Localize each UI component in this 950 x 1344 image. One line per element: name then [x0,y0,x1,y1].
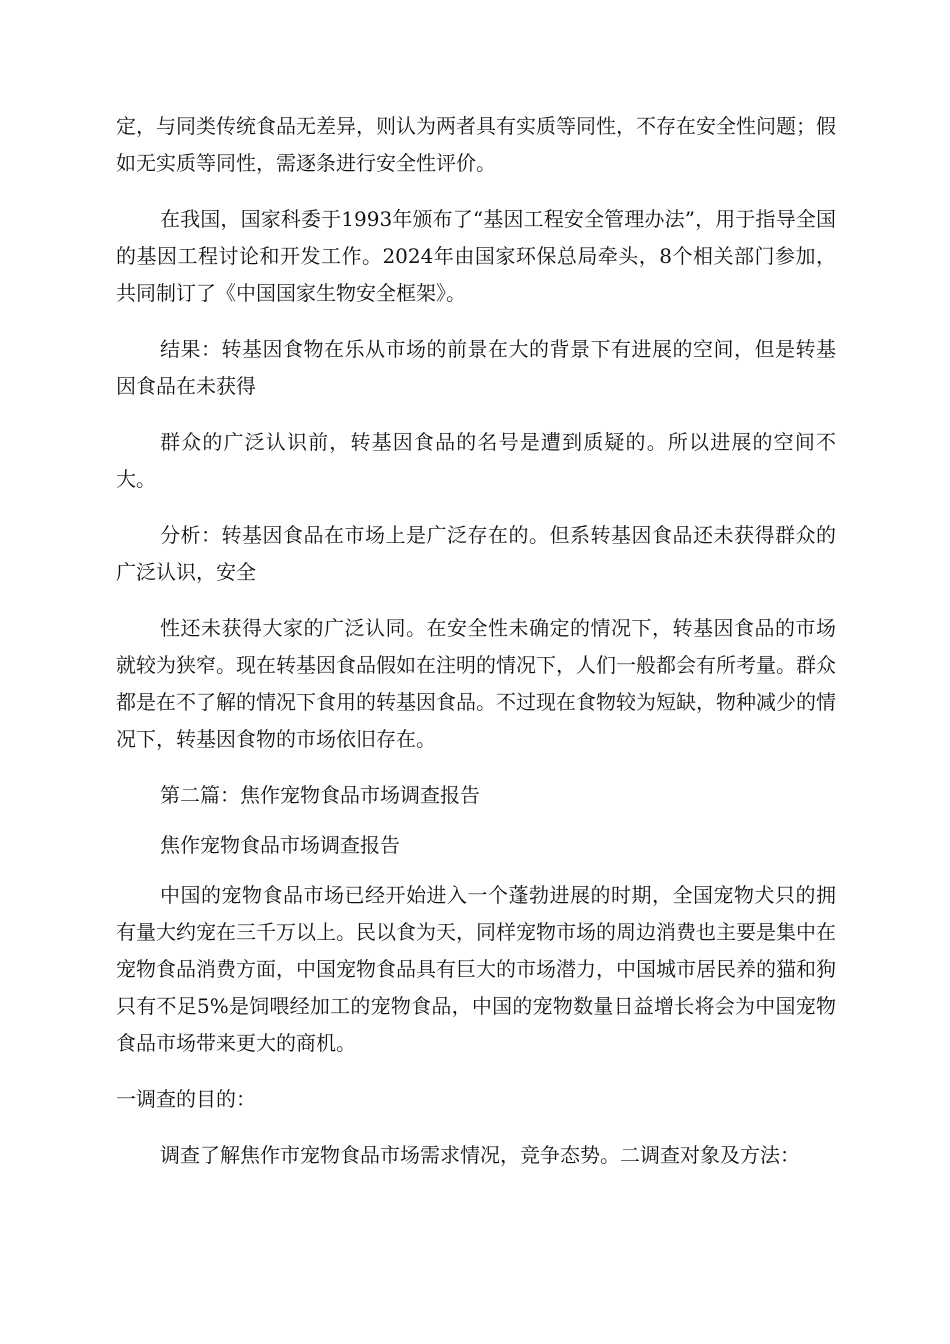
document-body [116,108,836,1193]
heading-survey-purpose: 一调查的目的： [116,1087,256,1111]
paragraph-survey-purpose: 调查了解焦作市宠物食品市场需求情况，竞争态势。二调查对象及方法： [160,1143,800,1167]
paragraph-china-regulation: 在我国，国家科委于1993年颁布了“基因工程安全管理办法”，用于指导全国的基因工程讨论和开发工作。2024年由国家环保总局牵头，8个相关部门参加，共同制订了《中国国家生物安全框架》。 [116,207,836,305]
paragraph-result-part1: 结果：转基因食物在乐从市场的前景在大的背景下有进展的空间，但是转基因食品在未获得 [116,337,836,398]
paragraph-analysis-part1: 分析：转基因食品在市场上是广泛存在的。但系转基因食品还未获得群众的广泛认识，安全 [116,523,836,584]
paragraph-analysis-part2: 性还未获得大家的广泛认同。在安全性未确定的情况下，转基因食品的市场就较为狭窄。现在转基因食品假如在注明的情况下，人们一般都会有所考量。群众都是在不了解的情况下食用的转基因食品。不过现在食物较为短缺，物种减少的情况下，转基因食物的市场依旧存在。 [116,616,836,751]
section-heading-part-two: 第二篇：焦作宠物食品市场调查报告 [160,783,480,807]
report-title: 焦作宠物食品市场调查报告 [160,833,400,857]
paragraph-pet-food-market: 中国的宠物食品市场已经开始进入一个蓬勃进展的时期，全国宠物犬只的拥有量大约宠在三千万以上。民以食为天，同样宠物市场的周边消费也主要是集中在宠物食品消费方面，中国宠物食品具有巨大的市场潜力，中国城市居民养的猫和狗只有不足5%是饲喂经加工的宠物食品，中国的宠物数量日益增长将会为中国宠物食品市场带来更大的商机。 [116,883,836,1055]
paragraph-substantial-equivalence: 定，与同类传统食品无差异，则认为两者具有实质等同性，不存在安全性问题；假如无实质等同性，需逐条进行安全性评价。 [116,114,836,175]
paragraph-result-part2: 群众的广泛认识前，转基因食品的名号是遭到质疑的。所以进展的空间不大。 [116,430,836,491]
